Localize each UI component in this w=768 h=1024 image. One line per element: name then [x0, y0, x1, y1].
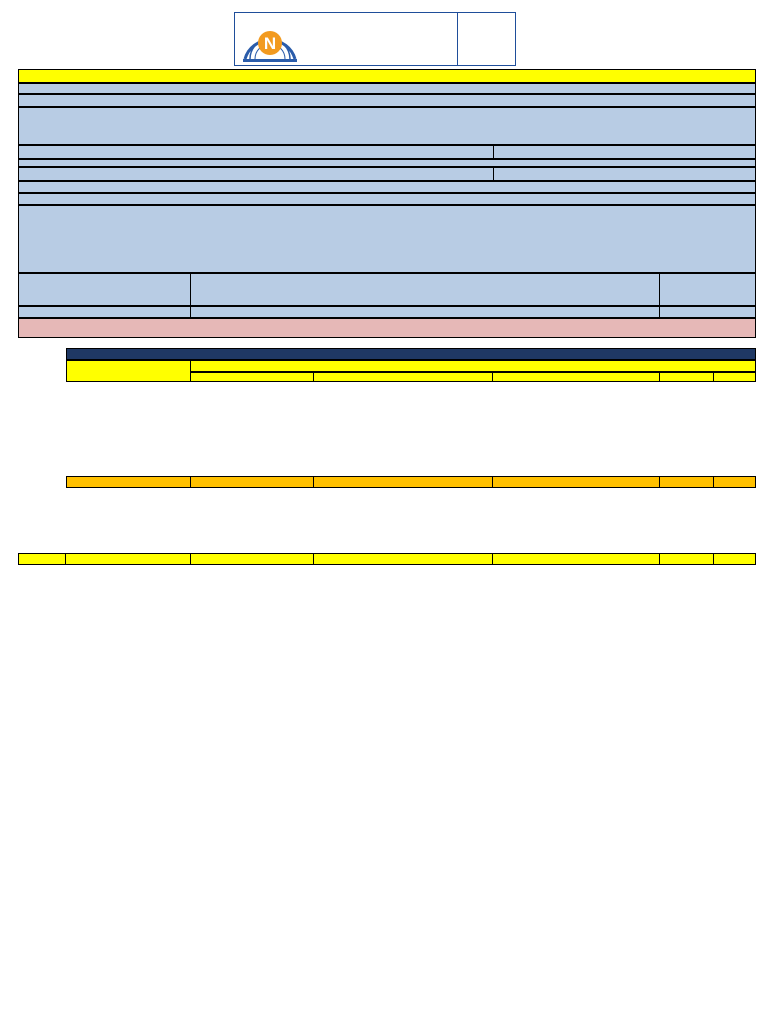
alloc-dpt-header	[190, 372, 314, 382]
phase-3-title	[18, 193, 756, 205]
alloc-col5-header	[659, 372, 714, 382]
phase-4	[493, 167, 756, 181]
narayana-emblem-icon	[239, 15, 301, 65]
alloc-total-col3	[313, 476, 493, 488]
schedule-days-label	[18, 273, 191, 306]
phase-3-stats	[18, 205, 756, 273]
alloc-total-label	[66, 476, 191, 488]
schedule-title	[18, 83, 756, 94]
phase-1	[18, 145, 494, 159]
alloc-total-col6	[713, 476, 756, 488]
phase-3	[18, 167, 494, 181]
schedule-days-total	[659, 273, 756, 306]
alloc-total-dpt	[190, 476, 314, 488]
alloc-total-col4	[492, 476, 660, 488]
alloc-col4-header	[492, 372, 660, 382]
sched-header-dpt1	[313, 553, 493, 565]
spacer-row-2	[18, 181, 756, 193]
preboard-label	[18, 306, 191, 318]
programme-intro	[18, 107, 756, 145]
svg-text:N: N	[263, 34, 277, 53]
spacer-row	[18, 159, 756, 167]
sched-header-day	[190, 553, 314, 565]
logo	[234, 12, 516, 66]
sched-header-dpt2	[492, 553, 660, 565]
phase-2	[493, 145, 756, 159]
logo-years-badge	[457, 13, 516, 65]
schedule-days-range	[190, 273, 660, 306]
sched-header-sno	[18, 553, 66, 565]
sched-header-col7	[713, 553, 756, 565]
alloc-sessions-header	[190, 360, 756, 372]
preboard-total	[659, 306, 756, 318]
alloc-col6-header	[713, 372, 756, 382]
org-name	[18, 69, 756, 83]
alloc-title	[66, 348, 756, 360]
alloc-total-col5	[659, 476, 714, 488]
sched-header-date	[65, 553, 191, 565]
discussion-note	[18, 318, 756, 338]
alloc-subject-header	[66, 360, 191, 382]
alloc-col3-header	[313, 372, 493, 382]
sched-header-col6	[659, 553, 714, 565]
states	[18, 94, 756, 107]
preboard-range	[190, 306, 660, 318]
